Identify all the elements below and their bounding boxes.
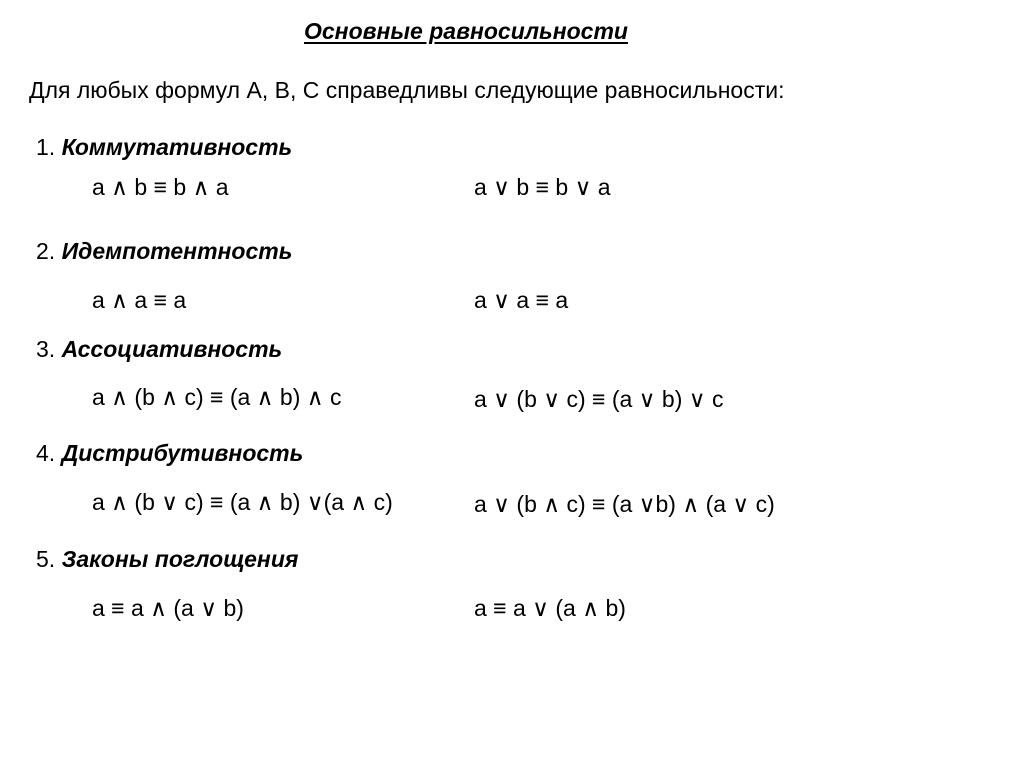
formula-right-absorption: a ≡ a ∨ (a ∧ b)	[474, 595, 626, 621]
section-number: 4.	[36, 440, 56, 466]
intro-text: Для любых формул А, В, С справедливы следующие равносильности:	[29, 77, 785, 103]
formula-left-associativity: a ∧ (b ∧ c) ≡ (a ∧ b) ∧ c	[92, 384, 342, 410]
section-number: 5.	[36, 546, 56, 572]
page-title: Основные равносильности	[304, 18, 628, 44]
section-name: Дистрибутивность	[61, 440, 304, 466]
section-heading-distributivity	[36, 440, 303, 467]
section-number: 2.	[36, 238, 56, 264]
formula-left-commutativity: a ∧ b ≡ b ∧ a	[92, 174, 229, 200]
section-heading-idempotency	[36, 238, 292, 265]
formula-right-associativity: a ∨ (b ∨ c) ≡ (a ∨ b) ∨ c	[474, 386, 724, 412]
formula-left-idempotency: a ∧ a ≡ a	[92, 287, 187, 313]
formula-right-distributivity: a ∨ (b ∧ c) ≡ (a ∨b) ∧ (a ∨ c)	[474, 491, 775, 517]
section-heading-associativity	[36, 336, 282, 363]
formula-left-distributivity: a ∧ (b ∨ c) ≡ (a ∧ b) ∨(a ∧ c)	[92, 489, 393, 515]
section-heading-commutativity	[36, 134, 292, 161]
section-name: Идемпотентность	[61, 238, 293, 264]
section-name: Законы поглощения	[61, 546, 299, 572]
formula-left-absorption: a ≡ a ∧ (a ∨ b)	[92, 595, 244, 621]
section-name: Ассоциативность	[61, 336, 283, 362]
section-number: 1.	[36, 134, 56, 160]
section-name: Коммутативность	[61, 134, 293, 160]
section-heading-absorption	[36, 546, 298, 573]
formula-right-commutativity: a ∨ b ≡ b ∨ a	[474, 174, 611, 200]
section-number: 3.	[36, 336, 56, 362]
formula-right-idempotency: a ∨ a ≡ a	[474, 287, 569, 313]
